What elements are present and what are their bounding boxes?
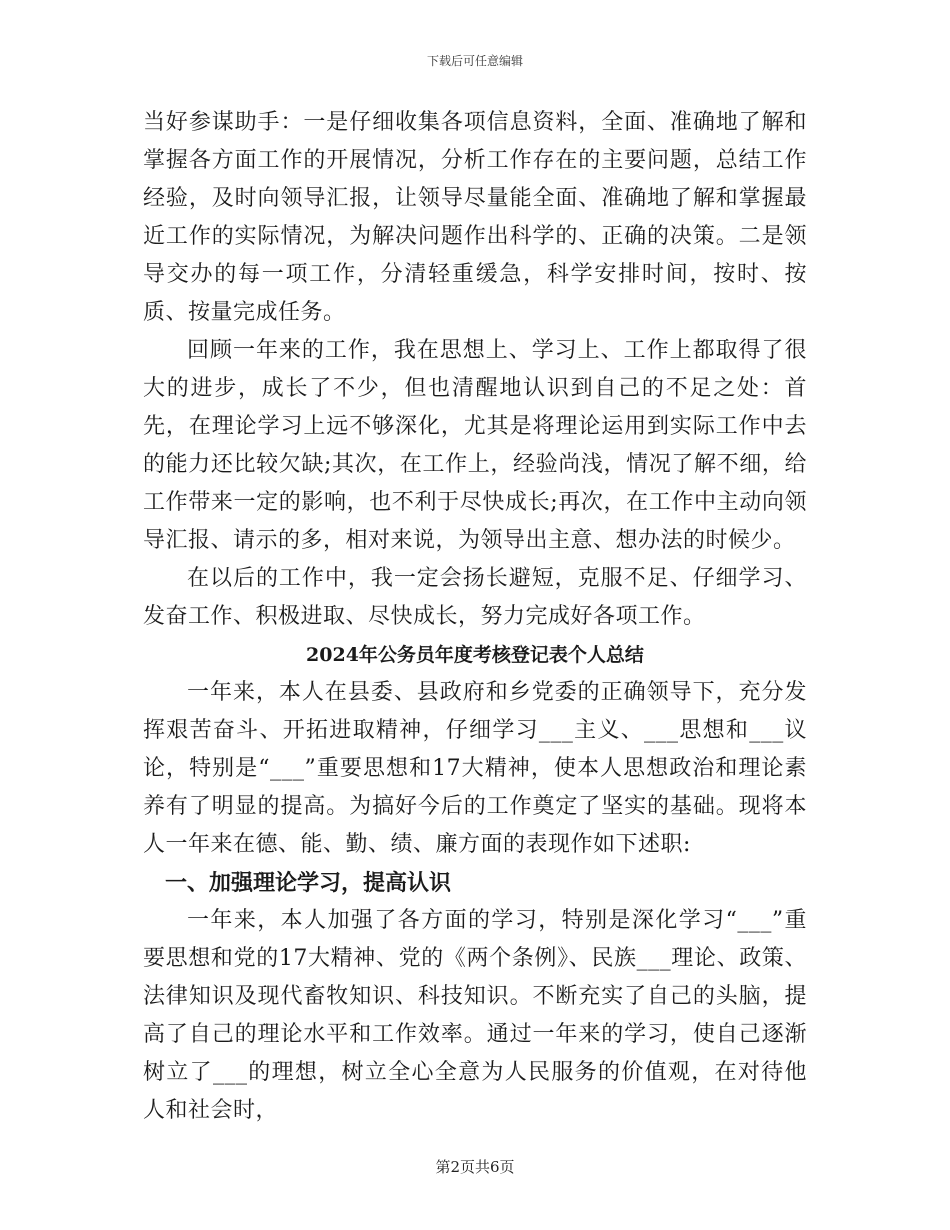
- section-title: 2024年公务员年度考核登记表个人总结: [306, 644, 644, 666]
- page-header: 下载后可任意编辑: [426, 54, 523, 68]
- paragraph-future: 在以后的工作中，我一定会扬长避短，克服不足、仔细学习、发奋工作、积极进取、尽快成长，努力完成好各项工作。: [143, 566, 807, 629]
- document-body: [143, 104, 807, 1130]
- paragraph-theory-study: 一年来，本人加强了各方面的学习，特别是深化学习“___”重要思想和党的17大精神、党的《两个条例》、民族___理论、政策、法律知识及现代畜牧知识、科技知识。不断充实了自己的头脑，提高了自己的理论水平和工作效率。通过一年来的学习，使自己逐渐树立了___的理想，树立全心全意为人民服务的价值观，在对待他人和社会时，: [143, 908, 807, 1123]
- paragraph-review: 回顾一年来的工作，我在思想上、学习上、工作上都取得了很大的进步，成长了不少，但也清醒地认识到自己的不足之处：首先，在理论学习上远不够深化，尤其是将理论运用到实际工作中去的能力还比较欠缺;其次，在工作上，经验尚浅，情况了解不细，给工作带来一定的影响，也不利于尽快成长;再次，在工作中主动向领导汇报、请示的多，相对来说，为领导出主意、想办法的时候少。: [143, 338, 807, 553]
- paragraph-duties: 当好参谋助手：一是仔细收集各项信息资料，全面、准确地了解和掌握各方面工作的开展情况，分析工作存在的主要问题，总结工作经验，及时向领导汇报，让领导尽量能全面、准确地了解和掌握最近工作的实际情况，为解决问题作出科学的、正确的决策。二是领导交办的每一项工作，分清轻重缓急，科学安排时间，按时、按质、按量完成任务。: [143, 110, 807, 325]
- paragraph-intro: 一年来，本人在县委、县政府和乡党委的正确领导下，充分发挥艰苦奋斗、开拓进取精神，仔细学习___主义、___思想和___议论，特别是“___”重要思想和17大精神，使本人思想政治和理论素养有了明显的提高。为搞好今后的工作奠定了坚实的基础。现将本人一年来在德、能、勤、绩、廉方面的表现作如下述职:: [143, 680, 807, 857]
- page-number: 第2页共6页: [435, 1158, 515, 1176]
- section-heading-theory-study: 一、加强理论学习，提高认识: [165, 870, 452, 896]
